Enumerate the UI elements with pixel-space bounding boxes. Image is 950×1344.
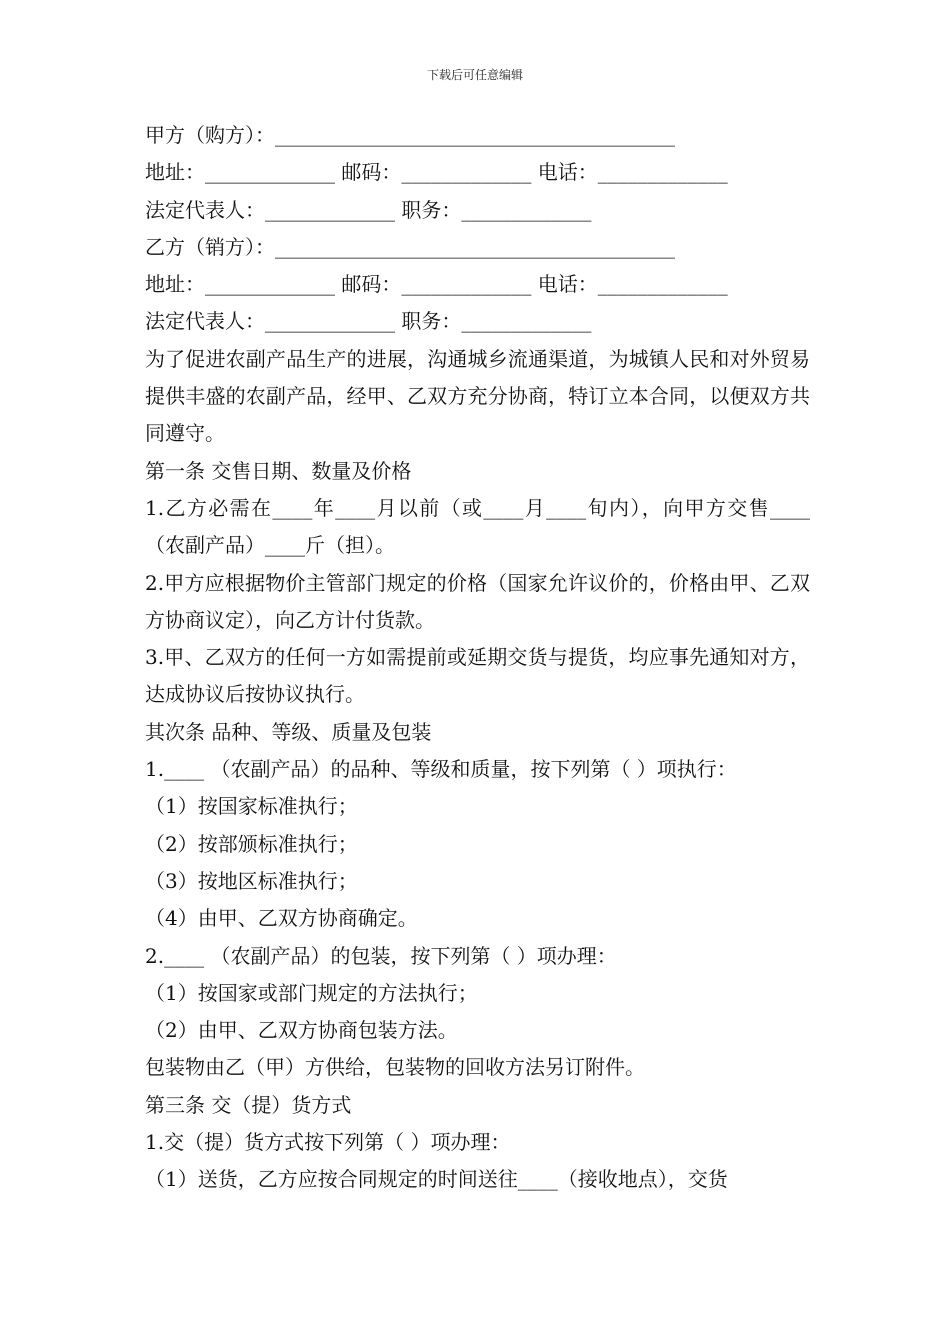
article-2-option-3: （3）按地区标准执行； [145,868,358,893]
contract-body [145,117,810,1199]
article-2-clause-2: 2.____ （农副产品）的包装，按下列第（ ）项办理： [145,943,617,968]
article-2-option-1: （1）按国家标准执行； [145,794,358,819]
party-a-address-line: 地址：_____________ 邮码：_____________ 电话：_____________ [145,160,728,185]
packaging-note: 包装物由乙（甲）方供给，包装物的回收方法另订附件。 [145,1055,645,1080]
party-b-line: 乙方（销方）：________________________________________ [145,234,675,259]
article-2-heading: 其次条 品种、等级、质量及包装 [145,719,432,744]
article-3-heading: 第三条 交（提）货方式 [145,1092,352,1117]
article-1-clause-1: 1.乙方必需在____年____月以前（或____月____旬内），向甲方交售____（农副产品）____斤（担）。 [145,495,810,558]
party-b-representative-line: 法定代表人：_____________ 职务：_____________ [145,309,592,334]
preamble-paragraph: 为了促进农副产品生产的进展，沟通城乡流通渠道，为城镇人民和对外贸易提供丰盛的农副产品，经甲、乙双方充分协商，特订立本合同，以便双方共同遵守。 [145,346,810,446]
party-b-address-line: 地址：_____________ 邮码：_____________ 电话：_____________ [145,272,728,297]
article-3-clause-1: 1.交（提）货方式按下列第（ ）项办理： [145,1130,511,1155]
party-a-line: 甲方（购方）：________________________________________ [145,123,675,147]
article-3-option-1: （1）送货，乙方应按合同规定的时间送往____（接收地点），交货 [145,1167,728,1192]
article-2-packaging-option-1: （1）按国家或部门规定的方法执行； [145,980,478,1005]
page-header: 下载后可任意编辑 [426,68,523,82]
article-1-heading: 第一条 交售日期、数量及价格 [145,458,412,483]
article-2-option-4: （4）由甲、乙双方协商确定。 [145,906,418,931]
article-2-option-2: （2）按部颁标准执行； [145,831,358,856]
article-2-clause-1: 1.____ （农副产品）的品种、等级和质量，按下列第（ ）项执行： [145,757,737,782]
party-a-representative-line: 法定代表人：_____________ 职务：_____________ [145,197,592,222]
article-2-packaging-option-2: （2）由甲、乙双方协商包装方法。 [145,1018,458,1043]
article-1-clause-2: 2.甲方应根据物价主管部门规定的价格（国家允许议价的，价格由甲、乙双方协商议定），向乙方计付货款。 [145,570,810,632]
article-1-clause-3: 3.甲、乙双方的任何一方如需提前或延期交货与提货，均应事先通知对方，达成协议后按协议执行。 [145,645,810,707]
